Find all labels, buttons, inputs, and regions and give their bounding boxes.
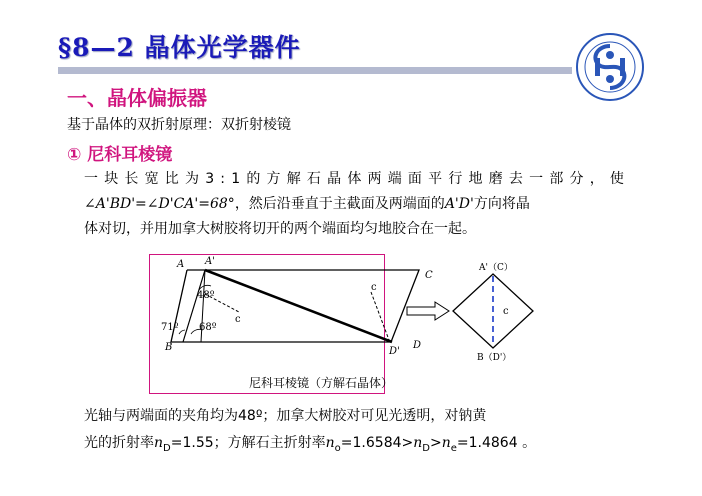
cement-layer [205,270,392,342]
subscript-D2: D [422,442,430,454]
intro-text: 基于晶体的双折射原理：双折射棱镜 [67,117,291,133]
symbol-n-o: n [325,435,335,451]
value-no: =1.6584> [340,435,414,451]
optic-axis-right [371,292,389,340]
title-underline-bar [58,67,572,74]
description-line-2-end: 方向将晶 [473,196,530,212]
label-A: A [177,259,185,270]
label-D-prime: D' [389,346,400,357]
section-heading: 一、晶体偏振器 [67,86,207,110]
label-axis-c-left: c [235,314,241,325]
symbol-n: n [154,435,164,451]
label-C: C [425,270,433,281]
angle-arc-71 [179,330,185,334]
label-angle-68: 68º [199,322,217,333]
subscript-e: e [450,442,457,454]
label-section-top: A'（C） [479,263,513,273]
description-line-2 [84,193,530,213]
summary-line-2 [84,432,536,454]
label-B: B [165,342,173,353]
label-D: D [413,340,422,351]
university-seal-icon [575,32,645,102]
label-axis-c-right: c [371,282,377,293]
subscript-o: o [334,442,341,454]
angle-equality: ∠A'BD'=∠D'CA'=68° [84,196,235,212]
value-nD: =1.55；方解石主折射率 [170,435,326,451]
label-A-prime: A' [205,256,215,267]
slide-title: §8—2 晶体光学器件 [58,33,301,62]
description-line-1: 一块长宽比为3:1的方解石晶体两端面平行地磨去一部分，使 [84,171,631,187]
symbol-n-D2: n [413,435,423,451]
greater-than: > [429,435,442,451]
figure-caption: 尼科耳棱镜（方解石晶体） [249,376,394,390]
edge-label: A'D' [444,196,474,212]
summary-line-2-prefix: 光的折射率 [84,435,154,451]
label-angle-48: 48º [197,290,215,301]
subsection-heading: ① 尼科耳棱镜 [67,145,173,165]
description-line-2-mid: ，然后沿垂直于主截面及两端面的 [234,196,445,212]
arrow-icon [407,302,449,320]
nicol-prism-diagram [149,250,569,375]
label-axis-c-section: c [503,306,509,317]
description-line-3: 体对切，并用加拿大树胶将切开的两个端面均匀地胶合在一起。 [84,221,476,237]
symbol-n-e: n [441,435,451,451]
label-angle-71: 71º [161,322,179,333]
label-section-bottom: B（D'） [477,353,512,363]
value-ne: =1.4864 。 [456,435,537,451]
summary-line-1: 光轴与两端面的夹角均为48º；加拿大树胶对可见光透明，对钠黄 [84,408,487,424]
subscript-D: D [163,442,171,454]
